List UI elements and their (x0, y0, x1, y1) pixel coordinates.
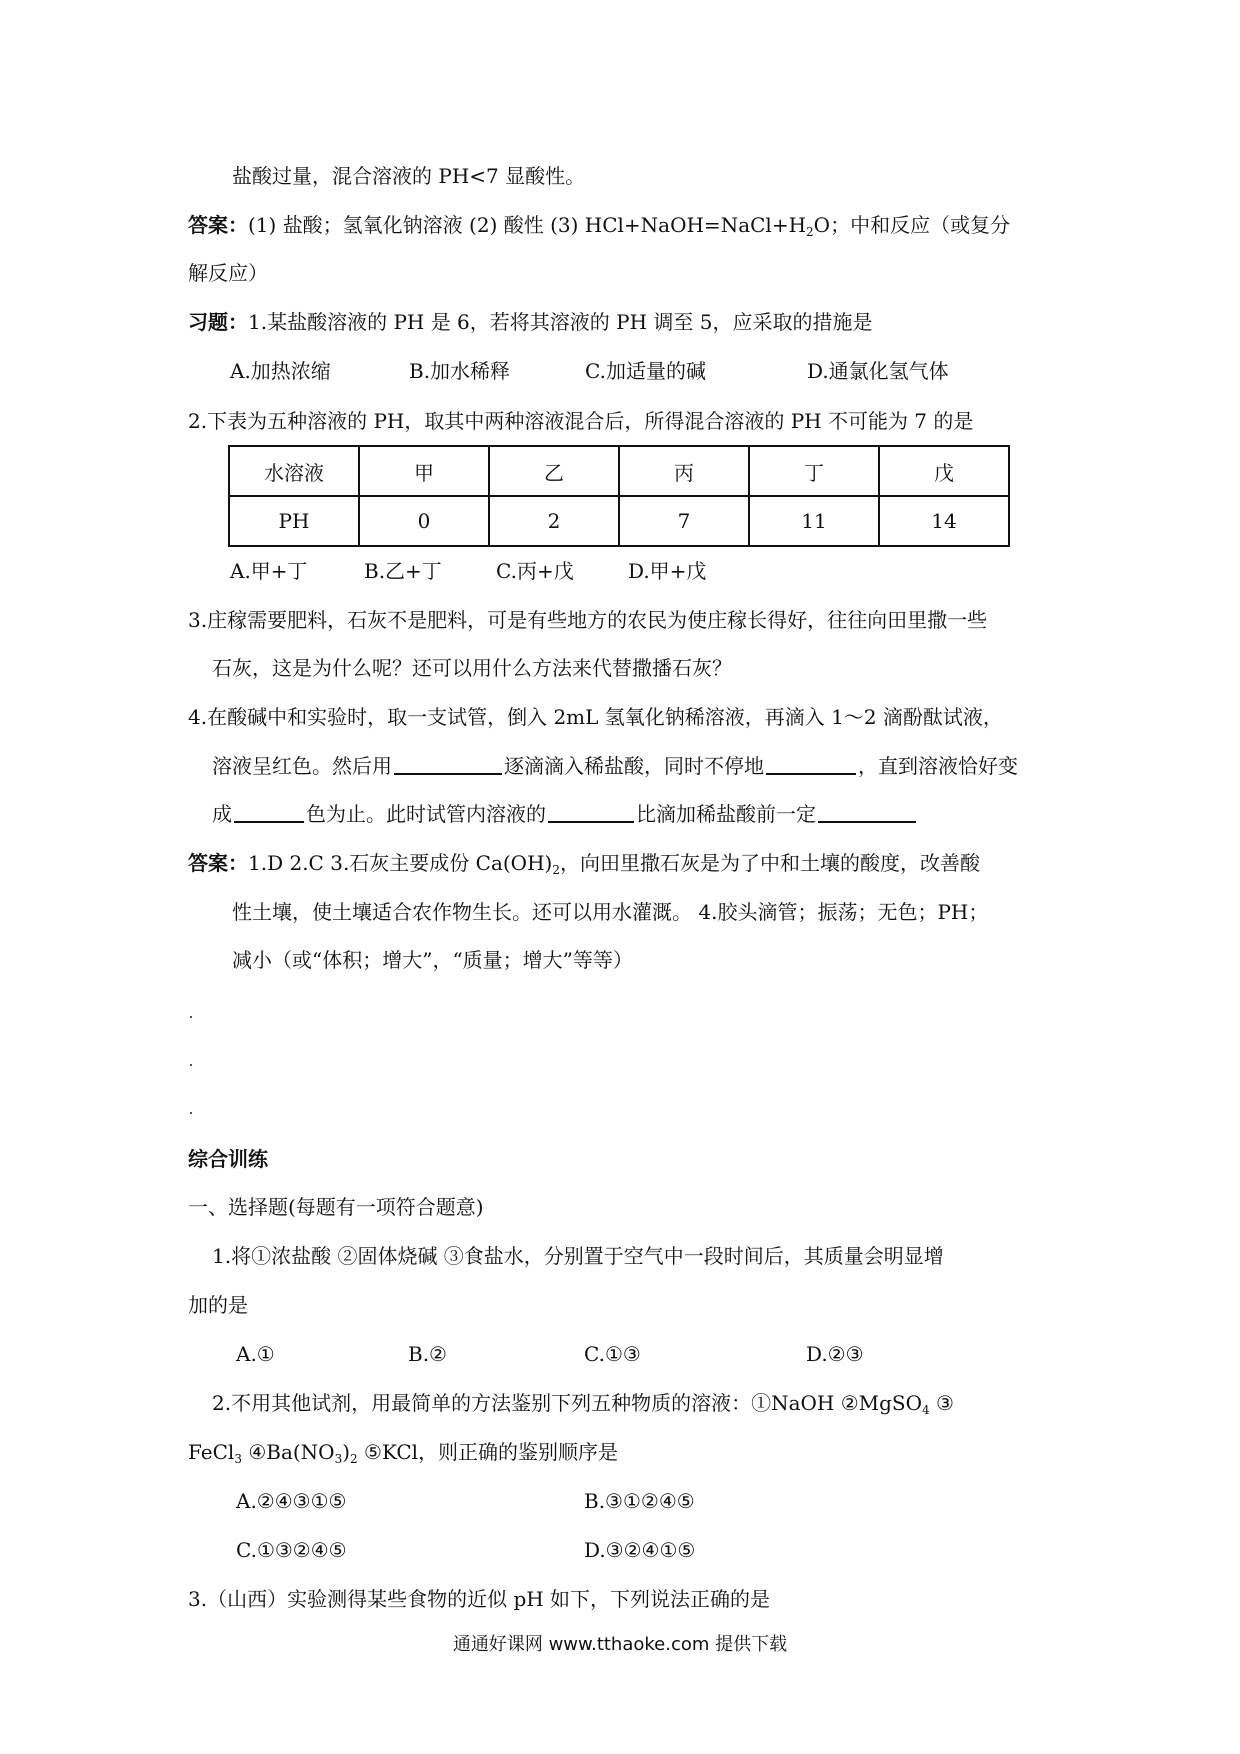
option-a: A.甲+丁 (230, 559, 308, 583)
exercise-q3-cont: 石灰，这是为什么呢？还可以用什么方法来代替撒播石灰？ (212, 656, 732, 680)
table-header-cell: 丙 (619, 446, 749, 496)
continuation-line: 盐酸过量，混合溶液的 PH<7 显酸性。 (232, 164, 586, 188)
subscript: 2 (350, 1452, 358, 1466)
table-header-cell: 丁 (749, 446, 879, 496)
fill-blank (818, 801, 916, 823)
fill-blank (394, 753, 502, 775)
section-q1: 1.将①浓盐酸 ②固体烧碱 ③食盐水，分别置于空气中一段时间后，其质量会明显增 (212, 1244, 944, 1268)
exercise-q4-cont2 (212, 800, 918, 828)
table-row (229, 496, 1009, 546)
question-text: ，直到溶液恰好变 (858, 754, 1018, 778)
answer-2-cont: 减小（或“体积；增大”，“质量；增大”等等） (232, 948, 633, 972)
option-d: D.②③ (806, 1342, 864, 1366)
question-text: ) (342, 1440, 351, 1464)
table-cell: 14 (879, 496, 1009, 546)
fill-blank (234, 801, 304, 823)
table-header-cell: 戊 (879, 446, 1009, 496)
table-row (229, 446, 1009, 496)
option-a: A.加热浓缩 (230, 359, 331, 383)
subscript: 2 (806, 225, 814, 239)
exercise-q2: 2.下表为五种溶液的 PH，取其中两种溶液混合后，所得混合溶液的 PH 不可能为 7 的是 (188, 409, 974, 433)
answer-label: 答案： (188, 213, 248, 237)
answer-2-cont: 性土壤，使土壤适合农作物生长。还可以用水灌溉。 4.胶头滴管；振荡；无色；PH； (232, 900, 989, 924)
answer-2 (188, 849, 980, 884)
question-text: 色为止。此时试管内溶液的 (306, 802, 546, 826)
section-q1-cont: 加的是 (188, 1293, 248, 1317)
option-c: C.①③②④⑤ (236, 1538, 347, 1562)
exercise-q1 (188, 308, 872, 336)
option-d: D.③②④①⑤ (584, 1538, 696, 1562)
option-a: A.① (236, 1342, 275, 1366)
fill-blank (766, 753, 856, 775)
exercise-q4-cont (212, 752, 1018, 780)
option-b: B.③①②④⑤ (584, 1489, 695, 1513)
question-text: ④Ba(NO (241, 1440, 335, 1464)
subscript: 3 (234, 1452, 242, 1466)
section-q2-cont (188, 1438, 618, 1473)
option-c: C.①③ (584, 1342, 641, 1366)
section-q3: 3.（山西）实验测得某些食物的近似 pH 如下，下列说法正确的是 (188, 1587, 771, 1611)
table-header-cell: 乙 (489, 446, 619, 496)
question-text: FeCl (188, 1440, 235, 1464)
option-d: D.通氯化氢气体 (807, 359, 949, 383)
question-text: ③ (929, 1391, 954, 1415)
option-b: B.加水稀释 (409, 359, 511, 383)
exercise-q4: 4.在酸碱中和实验时，取一支试管，倒入 2mL 氢氧化钠稀溶液，再滴入 1～2 滴酚酞试液， (188, 705, 1003, 729)
exercise-q3: 3.庄稼需要肥料，石灰不是肥料，可是有些地方的农民为使庄稼长得好，往往向田里撒一些 (188, 608, 988, 632)
question-text: 2.不用其他试剂，用最简单的方法鉴别下列五种物质的溶液：①NaOH ②MgSO (212, 1391, 923, 1415)
subscript: 2 (552, 863, 560, 877)
table-cell: 11 (749, 496, 879, 546)
table-cell: 2 (489, 496, 619, 546)
answer-text: O；中和反应（或复分 (813, 213, 1011, 237)
page-footer: 通通好课网 www.tthaoke.com 提供下载 (452, 1634, 788, 1655)
question-text: 逐滴滴入稀盐酸，同时不停地 (504, 754, 764, 778)
question-text: ⑤KCl，则正确的鉴别顺序是 (357, 1440, 619, 1464)
table-cell: 7 (619, 496, 749, 546)
question-text: 成 (212, 802, 232, 826)
subscript: 4 (922, 1403, 930, 1417)
option-c: C.丙+戊 (496, 559, 574, 583)
question-text: 比滴加稀盐酸前一定 (636, 802, 816, 826)
section-subtitle: 一、选择题(每题有一项符合题意) (188, 1195, 484, 1219)
section-q2 (212, 1389, 954, 1424)
answer-1-cont: 解反应） (188, 261, 268, 285)
answer-text: ，向田里撒石灰是为了中和土壤的酸度，改善酸 (559, 851, 980, 875)
section-title: 综合训练 (188, 1147, 268, 1171)
table-cell: PH (229, 496, 359, 546)
answer-1 (188, 211, 1010, 246)
option-b: B.② (408, 1342, 447, 1366)
option-b: B.乙+丁 (364, 559, 442, 583)
question-text: 1.某盐酸溶液的 PH 是 6，若将其溶液的 PH 调至 5，应采取的措施是 (248, 310, 873, 334)
table-cell: 0 (359, 496, 489, 546)
option-c: C.加适量的碱 (585, 359, 706, 383)
stray-dot (190, 1064, 192, 1066)
option-d: D.甲+戊 (628, 559, 707, 583)
option-a: A.②④③①⑤ (236, 1489, 347, 1513)
exercise-label: 习题： (188, 310, 248, 334)
answer-text: (1) 盐酸；氢氧化钠溶液 (2) 酸性 (3) HCl+NaOH=NaCl+H (248, 213, 807, 237)
question-text: 溶液呈红色。然后用 (212, 754, 392, 778)
table-header-cell: 水溶液 (229, 446, 359, 496)
fill-blank (548, 801, 634, 823)
stray-dot (190, 1112, 192, 1114)
table-header-cell: 甲 (359, 446, 489, 496)
ph-table (228, 445, 1010, 547)
stray-dot (190, 1016, 192, 1018)
answer-label: 答案： (188, 851, 248, 875)
subscript: 3 (334, 1452, 343, 1466)
answer-text: 1.D 2.C 3.石灰主要成份 Ca(OH) (248, 851, 553, 875)
